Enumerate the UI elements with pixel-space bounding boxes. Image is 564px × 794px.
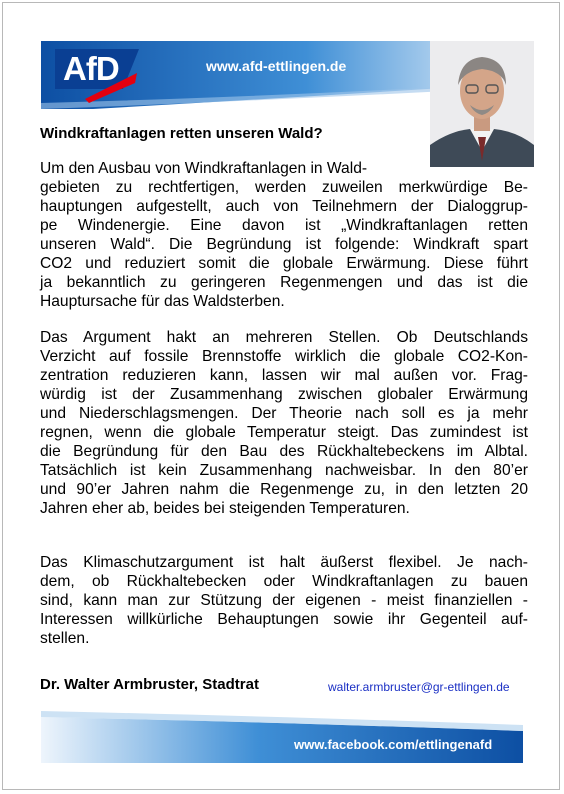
text-line: Interessen willkürliche Behauptungen sowie ihr Gegenteil auf- bbox=[40, 611, 528, 628]
text-line: unseren Wald“. Die Begründung ist folgende: Windkraft spart bbox=[40, 236, 528, 253]
text-line: Verzicht auf fossile Brennstoffe wirklich die globale CO2-Kon- bbox=[40, 348, 528, 365]
facebook-link[interactable]: www.facebook.com/ettlingenafd bbox=[294, 737, 493, 752]
text-line: zentration reduzieren kann, lassen wir mal außen vor. Frag- bbox=[40, 367, 528, 384]
text-line: Tatsächlich ist kein Zusammenhang nachweisbar. In den 80’er bbox=[40, 462, 528, 479]
author-signature: Dr. Walter Armbruster, Stadtrat bbox=[40, 676, 259, 693]
text-line: CO2 und reduziert somit die globale Erwärmung. Diese führt bbox=[40, 255, 528, 272]
website-link[interactable]: www.afd-ettlingen.de bbox=[206, 58, 347, 74]
text-line: hauptungen aufgestellt, auch von Teilnehmern der Dialoggrup- bbox=[40, 198, 528, 215]
text-line: stellen. bbox=[40, 630, 90, 647]
text-line: Um den Ausbau von Windkraftanlagen in Wald- bbox=[40, 160, 368, 177]
text-line: Das Argument hakt an mehreren Stellen. Ob Deutschlands bbox=[40, 329, 528, 346]
text-line: Das Klimaschutzargument ist halt äußerst flexibel. Je nach- bbox=[40, 554, 528, 571]
article-paragraph-1 bbox=[40, 159, 528, 311]
text-line: Hauptursache für das Waldsterben. bbox=[40, 293, 285, 310]
text-line: Jahren eher ab, beides bei steigenden Temperaturen. bbox=[40, 500, 410, 517]
text-line: und Niederschlagsmengen. Der Theorie nach soll es ja mehr bbox=[40, 405, 528, 422]
text-line: dem, ob Rückhaltebecken oder Windkraftanlagen zu bauen bbox=[40, 573, 528, 590]
text-line: gebieten zu rechtfertigen, werden zuweilen merkwürdige Be- bbox=[40, 179, 528, 196]
text-line: sind, kann man zur Stützung der eigenen - meist finanziellen - bbox=[40, 592, 528, 609]
text-line: die Begründung für den Bau des Rückhaltebeckens im Albtal. bbox=[40, 443, 528, 460]
flyer-page bbox=[2, 2, 560, 790]
article-paragraph-2 bbox=[40, 328, 528, 518]
text-line: pe Windenergie. Eine davon ist „Windkraftanlagen retten bbox=[40, 217, 528, 234]
text-line: und 90’er Jahren nahm die Regenmenge zu, in den letzten 20 bbox=[40, 481, 528, 498]
author-email-link[interactable]: walter.armbruster@gr-ettlingen.de bbox=[328, 680, 510, 694]
text-line: ja bekanntlich zu geringeren Regenmengen und das ist die bbox=[40, 274, 528, 291]
author-photo bbox=[430, 41, 534, 167]
article-headline: Windkraftanlagen retten unseren Wald? bbox=[40, 125, 323, 142]
article-paragraph-3 bbox=[40, 553, 528, 648]
text-line: würdig ist der Zusammenhang zwischen globaler Erwärmung bbox=[40, 386, 528, 403]
text-line: regnen, wenn die globale Temperatur steigt. Das zumindest ist bbox=[40, 424, 528, 441]
afd-logo-text: AfD bbox=[63, 50, 119, 87]
